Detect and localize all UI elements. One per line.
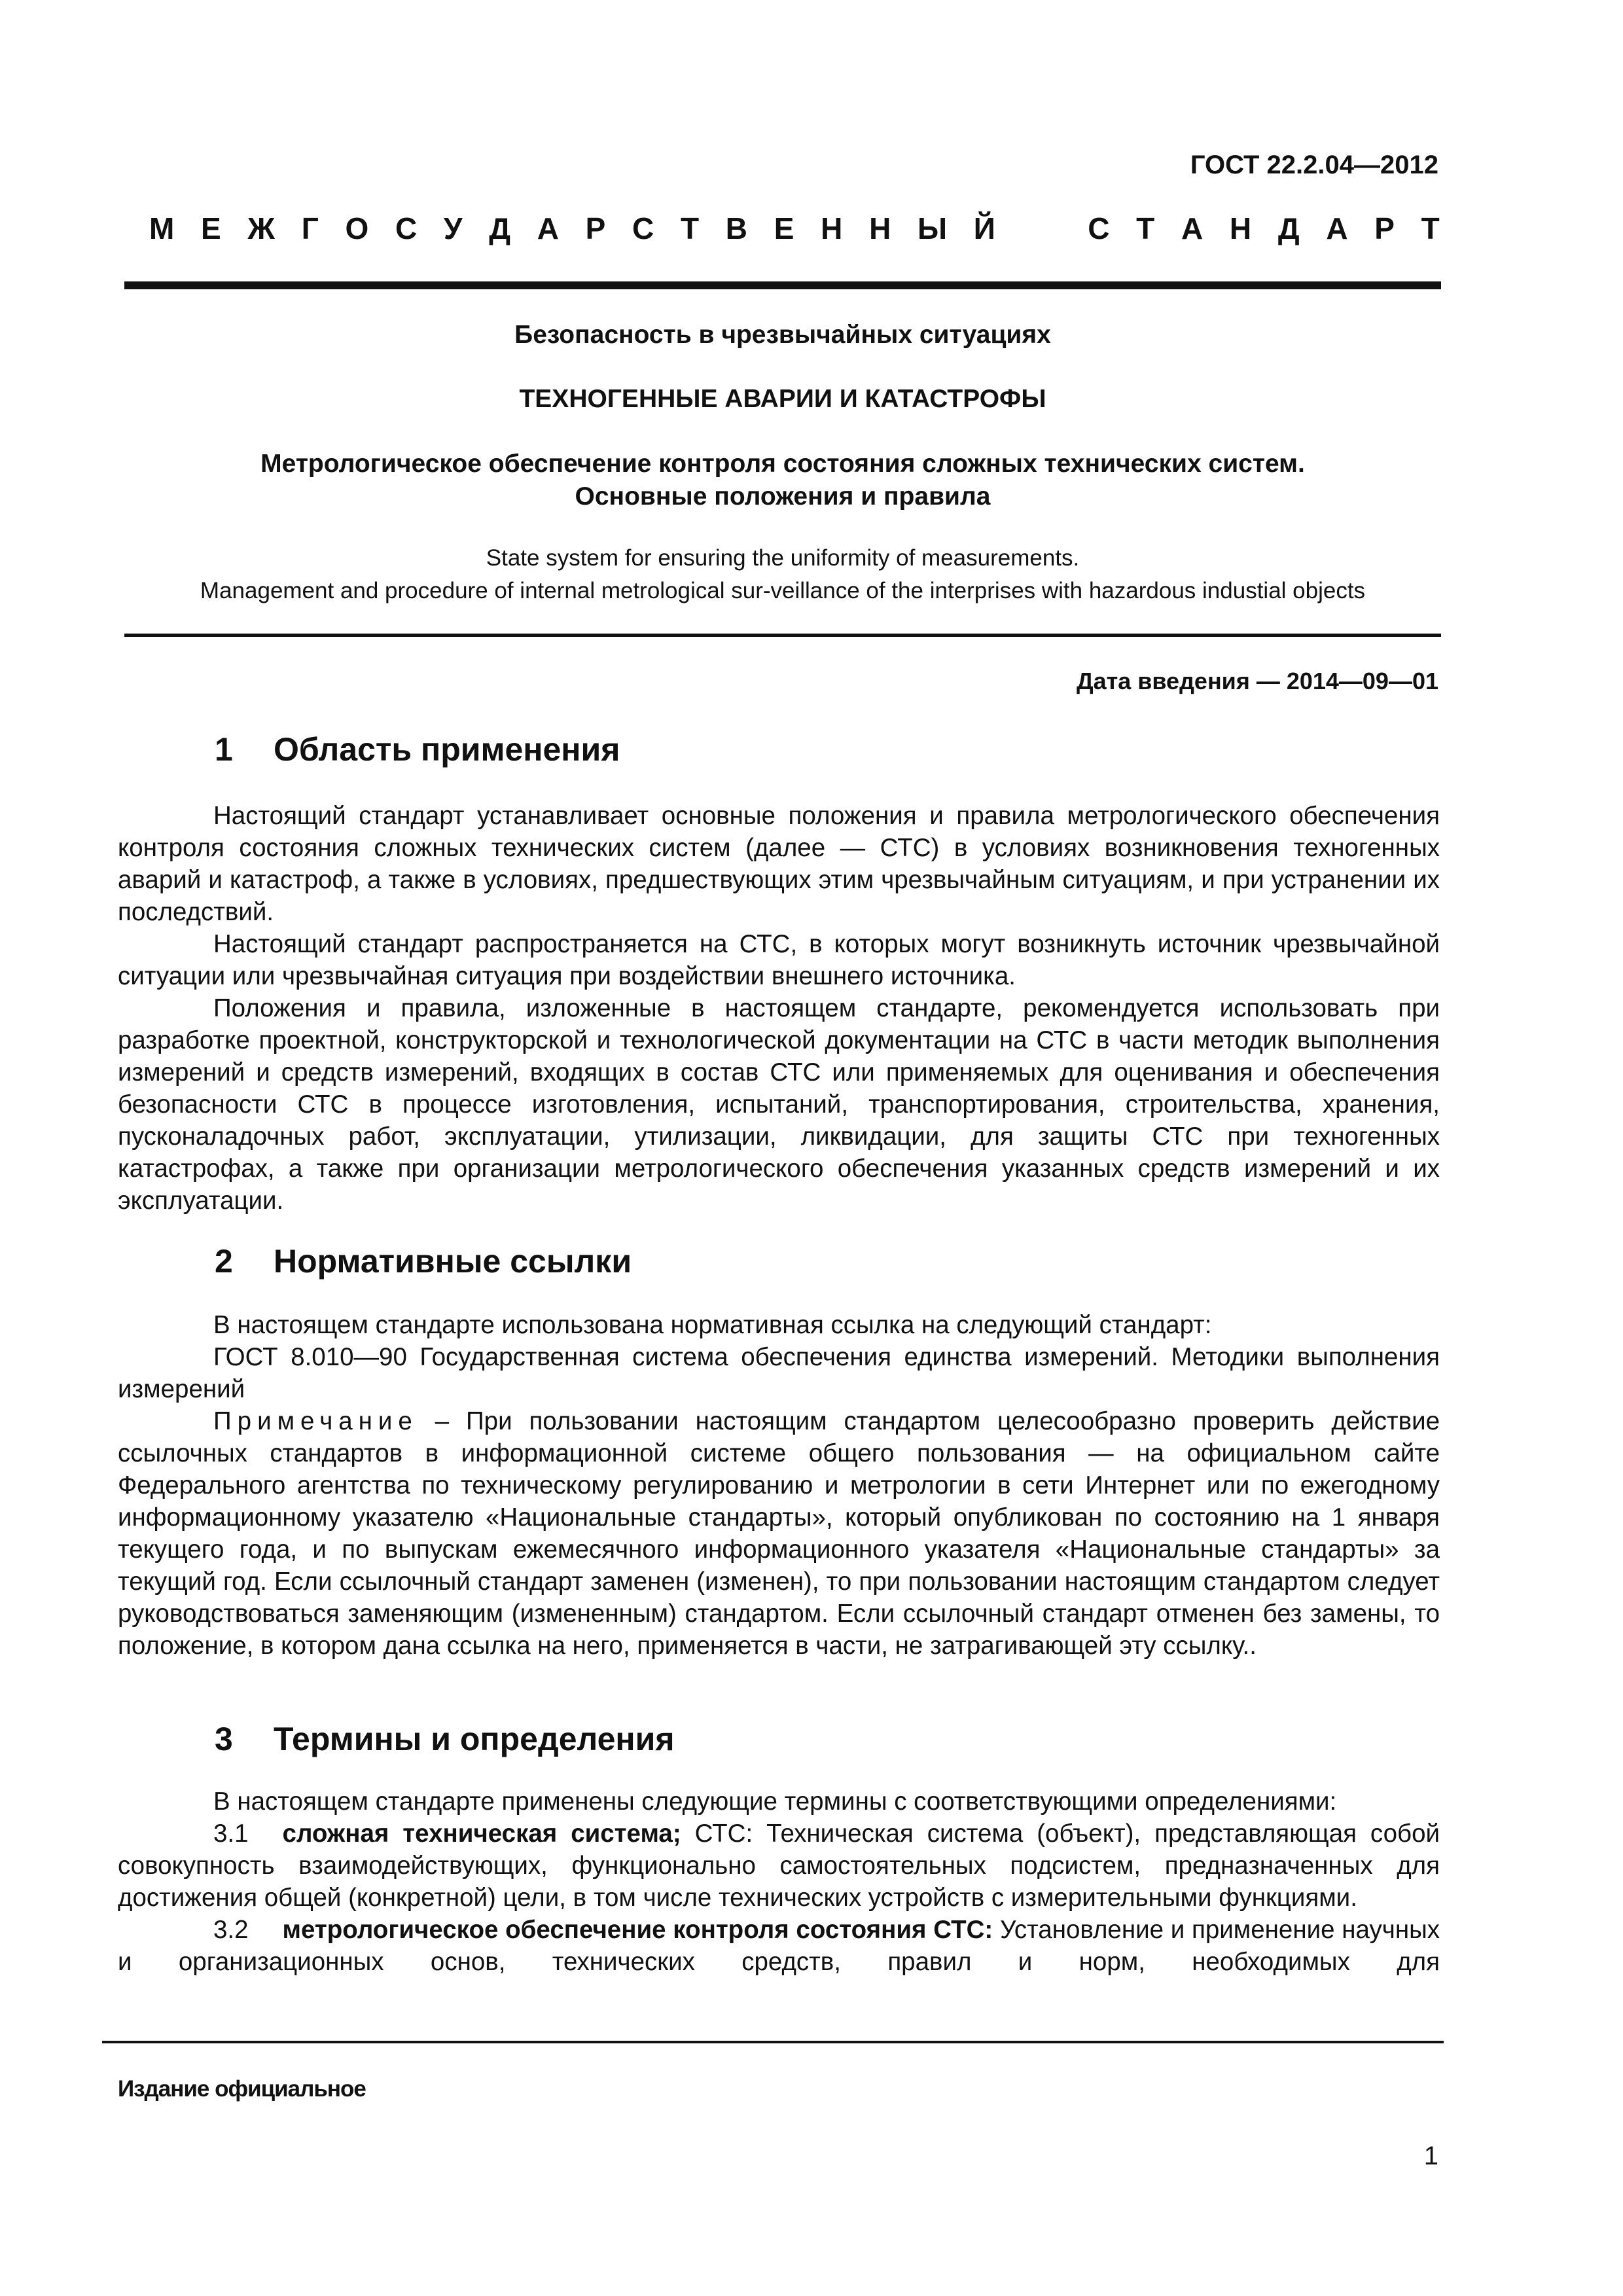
- section-number: 2: [215, 1243, 233, 1280]
- section-number: 1: [215, 731, 233, 768]
- paragraph: В настоящем стандарте использована нормативная ссылка на следующий стандарт:: [213, 1311, 1212, 1339]
- term-name: метрологическое обеспечение контроля состояния СТС:: [282, 1916, 993, 1944]
- heading-letter: Е: [201, 211, 221, 245]
- page-number: 1: [1423, 2142, 1438, 2170]
- document-code: ГОСТ 22.2.04—2012: [1190, 151, 1438, 179]
- term-number: 3.2: [213, 1916, 249, 1944]
- term-text: СТС: Техническая система (объект), представляющая собой совокупность взаимодействующих, функционально самостоятельных подсистем, предназначенных для достижения общей (конкретной) цели, в том числе технических устройств с измерительными функциями.: [118, 1820, 1440, 1912]
- note-label: Примечание: [213, 1407, 418, 1435]
- english-title: [124, 542, 1441, 607]
- heading-letter: А: [1326, 211, 1348, 245]
- heading-letter: А: [537, 211, 559, 245]
- note-text: – При пользовании настоящим стандартом целесообразно проверить действие ссылочных стандартов в информационной системе общего пользования — на официальном сайте Федерального агентства по техническому регулированию и метрологии в сети Интернет или по ежегодному информационному указателю «Национальные стандарты», который опубликован по состоянию на 1 января текущего года, и по выпускам ежемесячного информационного указателя «Национальные стандарты» за текущий год. Если ссылочный стандарт заменен (изменен), то при пользовании настоящим стандартом следует руководствоваться заменяющим (измененным) стандартом. Если ссылочный стандарт отменен без замены, то положение, в котором дана ссылка на него, применяется в части, не затрагивающей эту ссылку..: [118, 1407, 1440, 1660]
- section-heading: [215, 1242, 632, 1280]
- heading-letter: Т: [1136, 211, 1155, 245]
- heading-letter: Ы: [918, 211, 948, 245]
- interstate-standard-heading: [149, 211, 1440, 246]
- section-title: Термины и определения: [274, 1721, 675, 1757]
- paragraph: Настоящий стандарт устанавливает основные положения и правила метрологического обеспечения контроля состояния сложных технических систем (далее — СТС) в условиях возникновения техногенных аварий и катастроф, а также в условиях, предшествующих этим чрезвычайным ситуациям, и при устранении их последствий.: [118, 802, 1440, 926]
- introduction-date: Дата введения — 2014—09—01: [1076, 668, 1438, 694]
- heading-letter: Т: [680, 211, 700, 245]
- heading-letter: С: [632, 211, 654, 245]
- heading-letter: Р: [585, 211, 606, 245]
- heading-letter: Е: [774, 211, 794, 245]
- heading-letter: С: [1088, 211, 1110, 245]
- heading-letter: Д: [489, 211, 511, 245]
- paragraph: В настоящем стандарте применены следующие термины с соответствующими определениями:: [213, 1787, 1337, 1816]
- heading-letter: Т: [1421, 211, 1440, 245]
- heading-letter: О: [345, 211, 369, 245]
- heading-letter: Й: [973, 211, 995, 245]
- section-title: Нормативные ссылки: [274, 1243, 632, 1280]
- heading-letter: В: [725, 211, 748, 245]
- heading-letter: А: [1181, 211, 1204, 245]
- term-number: 3.1: [213, 1820, 249, 1848]
- english-title-line: State system for ensuring the uniformity of measurements.: [486, 545, 1080, 571]
- section-body: [118, 1785, 1440, 1978]
- paragraph: ГОСТ 8.010—90 Государственная система обеспечения единства измерений. Методики выполнения измерений: [118, 1343, 1440, 1403]
- heading-letter: Д: [1277, 211, 1300, 245]
- header-rule: [124, 281, 1441, 289]
- footer-rule: [102, 2041, 1444, 2043]
- paragraph: Положения и правила, изложенные в настоящем стандарте, рекомендуется использовать при разработке проектной, конструкторской и технологической документации на СТС в части методик выполнения измерений и средств измерений, входящих в состав СТС или применяемых для оценивания и обеспечения безопасности СТС в процессе изготовления, испытаний, транспортирования, строительства, хранения, пусконаладочных работ, эксплуатации, утилизации, ликвидации, для защиты СТС при техногенных катастрофах, а также при организации метрологического обеспечения указанных средств измерений и их эксплуатации.: [118, 994, 1440, 1215]
- series-title: Безопасность в чрезвычайных ситуациях: [514, 321, 1051, 349]
- heading-letter: Ж: [247, 211, 275, 245]
- heading-letter: Н: [821, 211, 843, 245]
- heading-letter: Р: [1374, 211, 1395, 245]
- group-title: ТЕХНОГЕННЫЕ АВАРИИ И КАТАСТРОФЫ: [519, 385, 1046, 413]
- term-text: Установление и применение научных и организационных основ, технических средств, правил и норм, необходимых для: [118, 1916, 1440, 1976]
- term-definition: [118, 1818, 1440, 1914]
- term-definition: [118, 1914, 1440, 1978]
- heading-letter: М: [149, 211, 175, 245]
- section-body: [118, 1309, 1440, 1662]
- section-number: 3: [215, 1721, 233, 1757]
- document-title: [124, 448, 1441, 513]
- heading-letter: Н: [869, 211, 891, 245]
- section-heading: [215, 730, 620, 768]
- term-name: сложная техническая система;: [282, 1820, 681, 1848]
- paragraph: Настоящий стандарт распространяется на СТС, в которых могут возникнуть источник чрезвычайной ситуации или чрезвычайная ситуация при воздействии внешнего источника.: [118, 930, 1440, 990]
- note-paragraph: [118, 1405, 1440, 1662]
- heading-letter: Н: [1229, 211, 1252, 245]
- document-title-line: Метрологическое обеспечение контроля состояния сложных технических систем.: [260, 450, 1305, 478]
- english-title-line: Management and procedure of internal metrological sur-veillance of the interprises with hazardous industial objects: [200, 578, 1366, 603]
- edition-label: Издание официальное: [118, 2076, 366, 2102]
- document-title-line: Основные положения и правила: [575, 482, 991, 511]
- section-heading: [215, 1720, 675, 1758]
- heading-letter: Г: [301, 211, 319, 245]
- section-title: Область применения: [274, 731, 620, 768]
- heading-letter: У: [443, 211, 463, 245]
- section-body: [118, 800, 1440, 1217]
- title-rule: [124, 634, 1441, 637]
- heading-letter: С: [395, 211, 418, 245]
